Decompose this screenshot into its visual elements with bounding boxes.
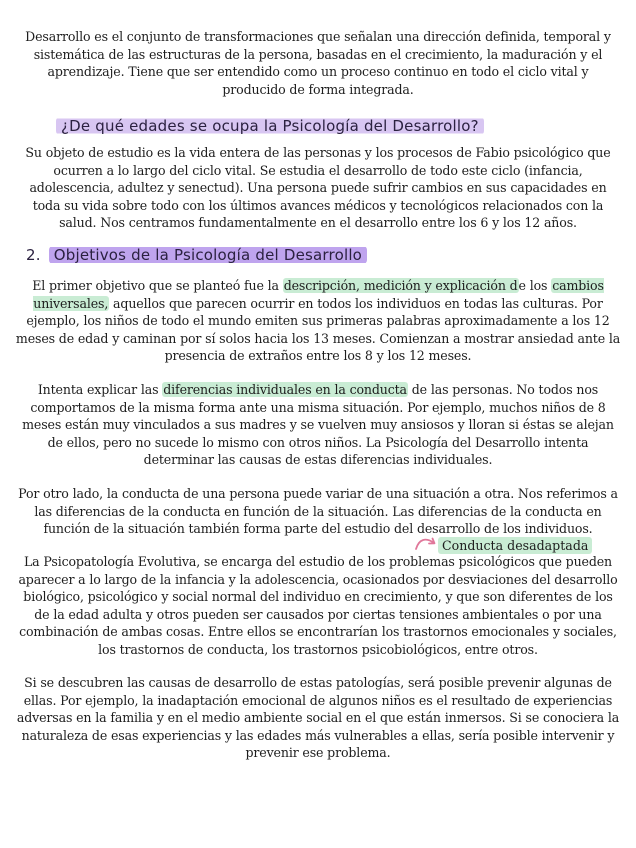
para-cambios-universales	[14, 277, 622, 365]
para-diferencias	[14, 381, 622, 469]
heading-title: Objetivos de la Psicología del Desarrollo	[49, 246, 367, 264]
highlight-green: diferencias individuales en la conducta	[163, 382, 407, 397]
text-run: aquellos que parecen ocurrir en todos los individuos en todas las culturas. Por ejemplo, los niños de todo el mundo emiten sus primeras palabras aproximadamente a los 12 meses de edad y caminan por sí solos hacia los 13 meses. Comienzan a mostrar ansiedad ante la presencia de extraños entre los 8 y los 12 meses.	[15, 295, 621, 364]
heading-number: 2.	[26, 246, 41, 264]
text-run: El primer objetivo que se planteó fue la	[32, 278, 283, 293]
text-run: e los	[518, 278, 552, 293]
para-psicopatologia: La Psicopatología Evolutiva, se encarga del estudio de los problemas psicológicos que pueden aparecer a lo largo de la infancia y la adolescencia, ocasionados por desviaciones del desarrollo biológico, psicológico y social normal del individuo en crecimiento, y que son diferentes de los de la edad adulta y otros pueden ser causados por ciertas tensiones ambientales o por una combinación de ambas cosas. Entre ellos se encontrarían los trastornos emocionales y sociales, los trastornos de conducta, los trastornos psicobiológicos, entre otros.	[18, 554, 618, 657]
para-situacion: Por otro lado, la conducta de una persona puede variar de una situación a otra. Nos referimos a las diferencias de la conducta en función de la situación. Las diferencias de la conducta en función de la situación también forma parte del estudio del desarrollo de los individuos.	[18, 486, 618, 537]
curved-arrow-icon	[414, 534, 438, 552]
highlight-green: descripción, medición y explicación d	[283, 278, 518, 293]
text-run: Intenta explicar las	[37, 382, 163, 397]
section1-paragraph: Su objeto de estudio es la vida entera de las personas y los procesos de Fabio psicológico que ocurren a lo largo del ciclo vital. Se estudia el desarrollo de todo este ciclo (infancia, adolescencia, adultez y senectud). Una persona puede sufrir cambios en sus capacidades en toda su vida sobre todo con los últimos avances médicos y tecnológicos relacionados con la salud. Nos centramos fundamentalmente en el desarrollo entre los 6 y los 12 años.	[25, 145, 611, 231]
para-prevencion: Si se descubren las causas de desarrollo de estas patologías, será posible prevenir algunas de ellas. Por ejemplo, la inadaptación emocional de algunos niños es el resultado de experiencias adversas en la familia y en el medio ambiente social en el que están inmersos. Si se conociera la naturaleza de esas experiencias y las edades más vulnerables a ellas, sería posible intervenir y prevenir ese problema.	[16, 675, 620, 761]
highlight-green: cambios universales,	[33, 278, 604, 311]
heading-objetivos	[26, 246, 367, 264]
annotation-conducta-desadaptada: Conducta desadaptada	[438, 537, 592, 554]
text-run: de las personas. No todos nos comportamos de la misma forma ante una misma situación. Por ejemplo, muchos niños de 8 meses están muy vinculados a sus madres y se vuelven muy ansiosos y lloran si éstas se alejan de ellos, pero no sucede lo mismo con otros niños. La Psicología del Desarrollo intenta determinar las causas de estas diferencias individuales.	[22, 382, 614, 468]
heading-edades: ¿De qué edades se ocupa la Psicología del Desarrollo?	[56, 117, 484, 135]
intro-paragraph: Desarrollo es el conjunto de transformaciones que señalan una dirección definida, temporal y sistemática de las estructuras de la persona, basadas en el crecimiento, la maduración y el aprendizaje. Tiene que ser entendido como un proceso continuo en todo el ciclo vital y producido de forma integrada.	[25, 29, 611, 97]
